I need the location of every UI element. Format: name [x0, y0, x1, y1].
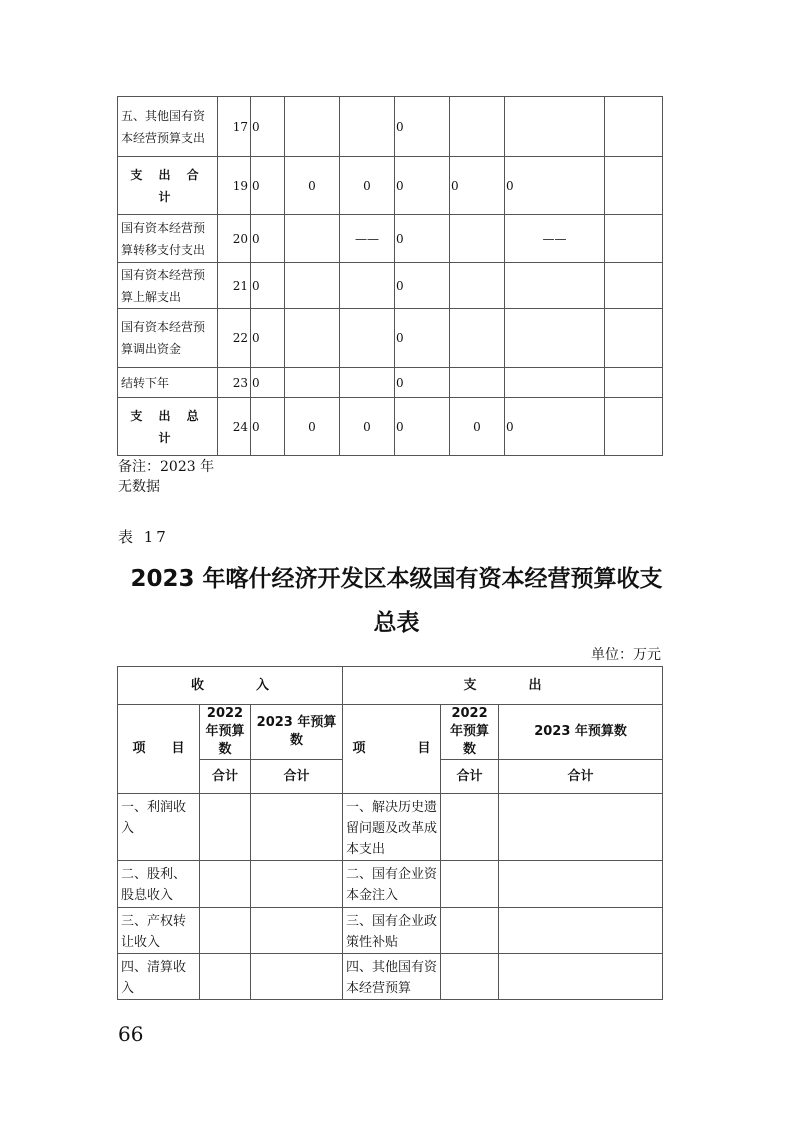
cell [251, 794, 343, 861]
header-row [118, 667, 663, 705]
cell [605, 263, 663, 309]
row-line-number: 17 [218, 97, 251, 157]
cell: 0 [450, 398, 505, 456]
cell: 0 [395, 309, 450, 368]
page-title: 2023 年喀什经济开发区本级国有资本经营预算收支 [130, 566, 663, 592]
income-item: 三、产权转让收入 [118, 908, 200, 954]
summary-table [117, 666, 663, 1000]
header-row [118, 705, 663, 760]
income-item: 二、股利、股息收入 [118, 861, 200, 908]
cell [340, 309, 395, 368]
table-row [118, 215, 663, 263]
cell [605, 309, 663, 368]
cell [441, 954, 499, 1000]
income-2022-total: 合计 [200, 760, 251, 794]
cell [505, 263, 605, 309]
cell: 0 [505, 398, 605, 456]
cell: 0 [395, 398, 450, 456]
cell [605, 215, 663, 263]
cell: 0 [505, 157, 605, 215]
cell [605, 368, 663, 398]
cell [200, 794, 251, 861]
table-row [118, 794, 663, 861]
cell [285, 309, 340, 368]
cell [450, 309, 505, 368]
table-row [118, 861, 663, 908]
note-line-1: 备注：2023 年 [118, 459, 215, 475]
table-row [118, 263, 663, 309]
table-row [118, 954, 663, 1000]
table-row [118, 157, 663, 215]
income-item: 一、利润收入 [118, 794, 200, 861]
cell [505, 309, 605, 368]
expense-item: 一、解决历史遗留问题及改革成本支出 [343, 794, 441, 861]
note-line-2: 无数据 [118, 479, 160, 495]
page-title-line-2: 总表 [373, 610, 420, 636]
cell: 0 [251, 263, 285, 309]
cell [285, 368, 340, 398]
row-line-number: 24 [218, 398, 251, 456]
page-number: 66 [118, 1022, 144, 1046]
table-label: 表 17 [118, 528, 169, 546]
cell [450, 263, 505, 309]
cell: 0 [251, 309, 285, 368]
cell [200, 861, 251, 908]
cell: 0 [340, 398, 395, 456]
cell: 0 [395, 368, 450, 398]
cell: 0 [340, 157, 395, 215]
income-header: 收 入 [118, 667, 343, 705]
cell [605, 398, 663, 456]
row-item: 结转下年 [118, 368, 218, 398]
cell [450, 215, 505, 263]
income-item-header: 项 目 [118, 705, 200, 794]
cell: 0 [395, 97, 450, 157]
cell [251, 861, 343, 908]
cell [441, 861, 499, 908]
upper-expense-table [117, 96, 663, 456]
expense-item: 四、其他国有资本经营预算 [343, 954, 441, 1000]
expense-2022-header: 2022 年预算数 [441, 705, 499, 760]
cell [285, 97, 340, 157]
cell [499, 861, 663, 908]
cell [251, 954, 343, 1000]
cell: 0 [251, 97, 285, 157]
cell: 0 [251, 368, 285, 398]
income-2022-header: 2022 年预算数 [200, 705, 251, 760]
cell [450, 97, 505, 157]
row-line-number: 20 [218, 215, 251, 263]
table-row [118, 908, 663, 954]
expense-2023-header: 2023 年预算数 [499, 705, 663, 760]
cell [605, 97, 663, 157]
cell: 0 [285, 157, 340, 215]
cell: 0 [251, 398, 285, 456]
row-line-number: 21 [218, 263, 251, 309]
cell [200, 908, 251, 954]
unit-label: 单位：万元 [591, 647, 661, 663]
income-2023-header: 2023 年预算数 [251, 705, 343, 760]
cell [499, 794, 663, 861]
expense-header: 支 出 [343, 667, 663, 705]
cell: —— [505, 215, 605, 263]
cell: 0 [285, 398, 340, 456]
row-item: 国有资本经营预算上解支出 [118, 263, 218, 309]
cell [605, 157, 663, 215]
table-row [118, 97, 663, 157]
cell: 0 [450, 157, 505, 215]
table-row [118, 368, 663, 398]
cell: 0 [251, 215, 285, 263]
row-item: 支 出 总 计 [118, 398, 218, 456]
row-item: 国有资本经营预算转移支付支出 [118, 215, 218, 263]
cell: 0 [395, 215, 450, 263]
cell [441, 908, 499, 954]
expense-2022-total: 合计 [441, 760, 499, 794]
row-item: 国有资本经营预算调出资金 [118, 309, 218, 368]
cell [200, 954, 251, 1000]
row-item: 五、其他国有资本经营预算支出 [118, 97, 218, 157]
income-2023-total: 合计 [251, 760, 343, 794]
cell [505, 368, 605, 398]
expense-item: 二、国有企业资本金注入 [343, 861, 441, 908]
row-line-number: 19 [218, 157, 251, 215]
table-row [118, 309, 663, 368]
cell: 0 [251, 157, 285, 215]
row-line-number: 23 [218, 368, 251, 398]
income-item: 四、清算收入 [118, 954, 200, 1000]
cell: 0 [395, 263, 450, 309]
table-row [118, 398, 663, 456]
cell: —— [340, 215, 395, 263]
cell [285, 263, 340, 309]
cell [340, 97, 395, 157]
cell [499, 954, 663, 1000]
row-item: 支 出 合 计 [118, 157, 218, 215]
expense-2023-total: 合计 [499, 760, 663, 794]
cell [499, 908, 663, 954]
cell: 0 [395, 157, 450, 215]
cell [251, 908, 343, 954]
cell [340, 368, 395, 398]
row-line-number: 22 [218, 309, 251, 368]
cell [340, 263, 395, 309]
cell [450, 368, 505, 398]
cell [505, 97, 605, 157]
expense-item-header: 项 目 [343, 705, 441, 794]
cell [441, 794, 499, 861]
cell [285, 215, 340, 263]
expense-item: 三、国有企业政策性补贴 [343, 908, 441, 954]
